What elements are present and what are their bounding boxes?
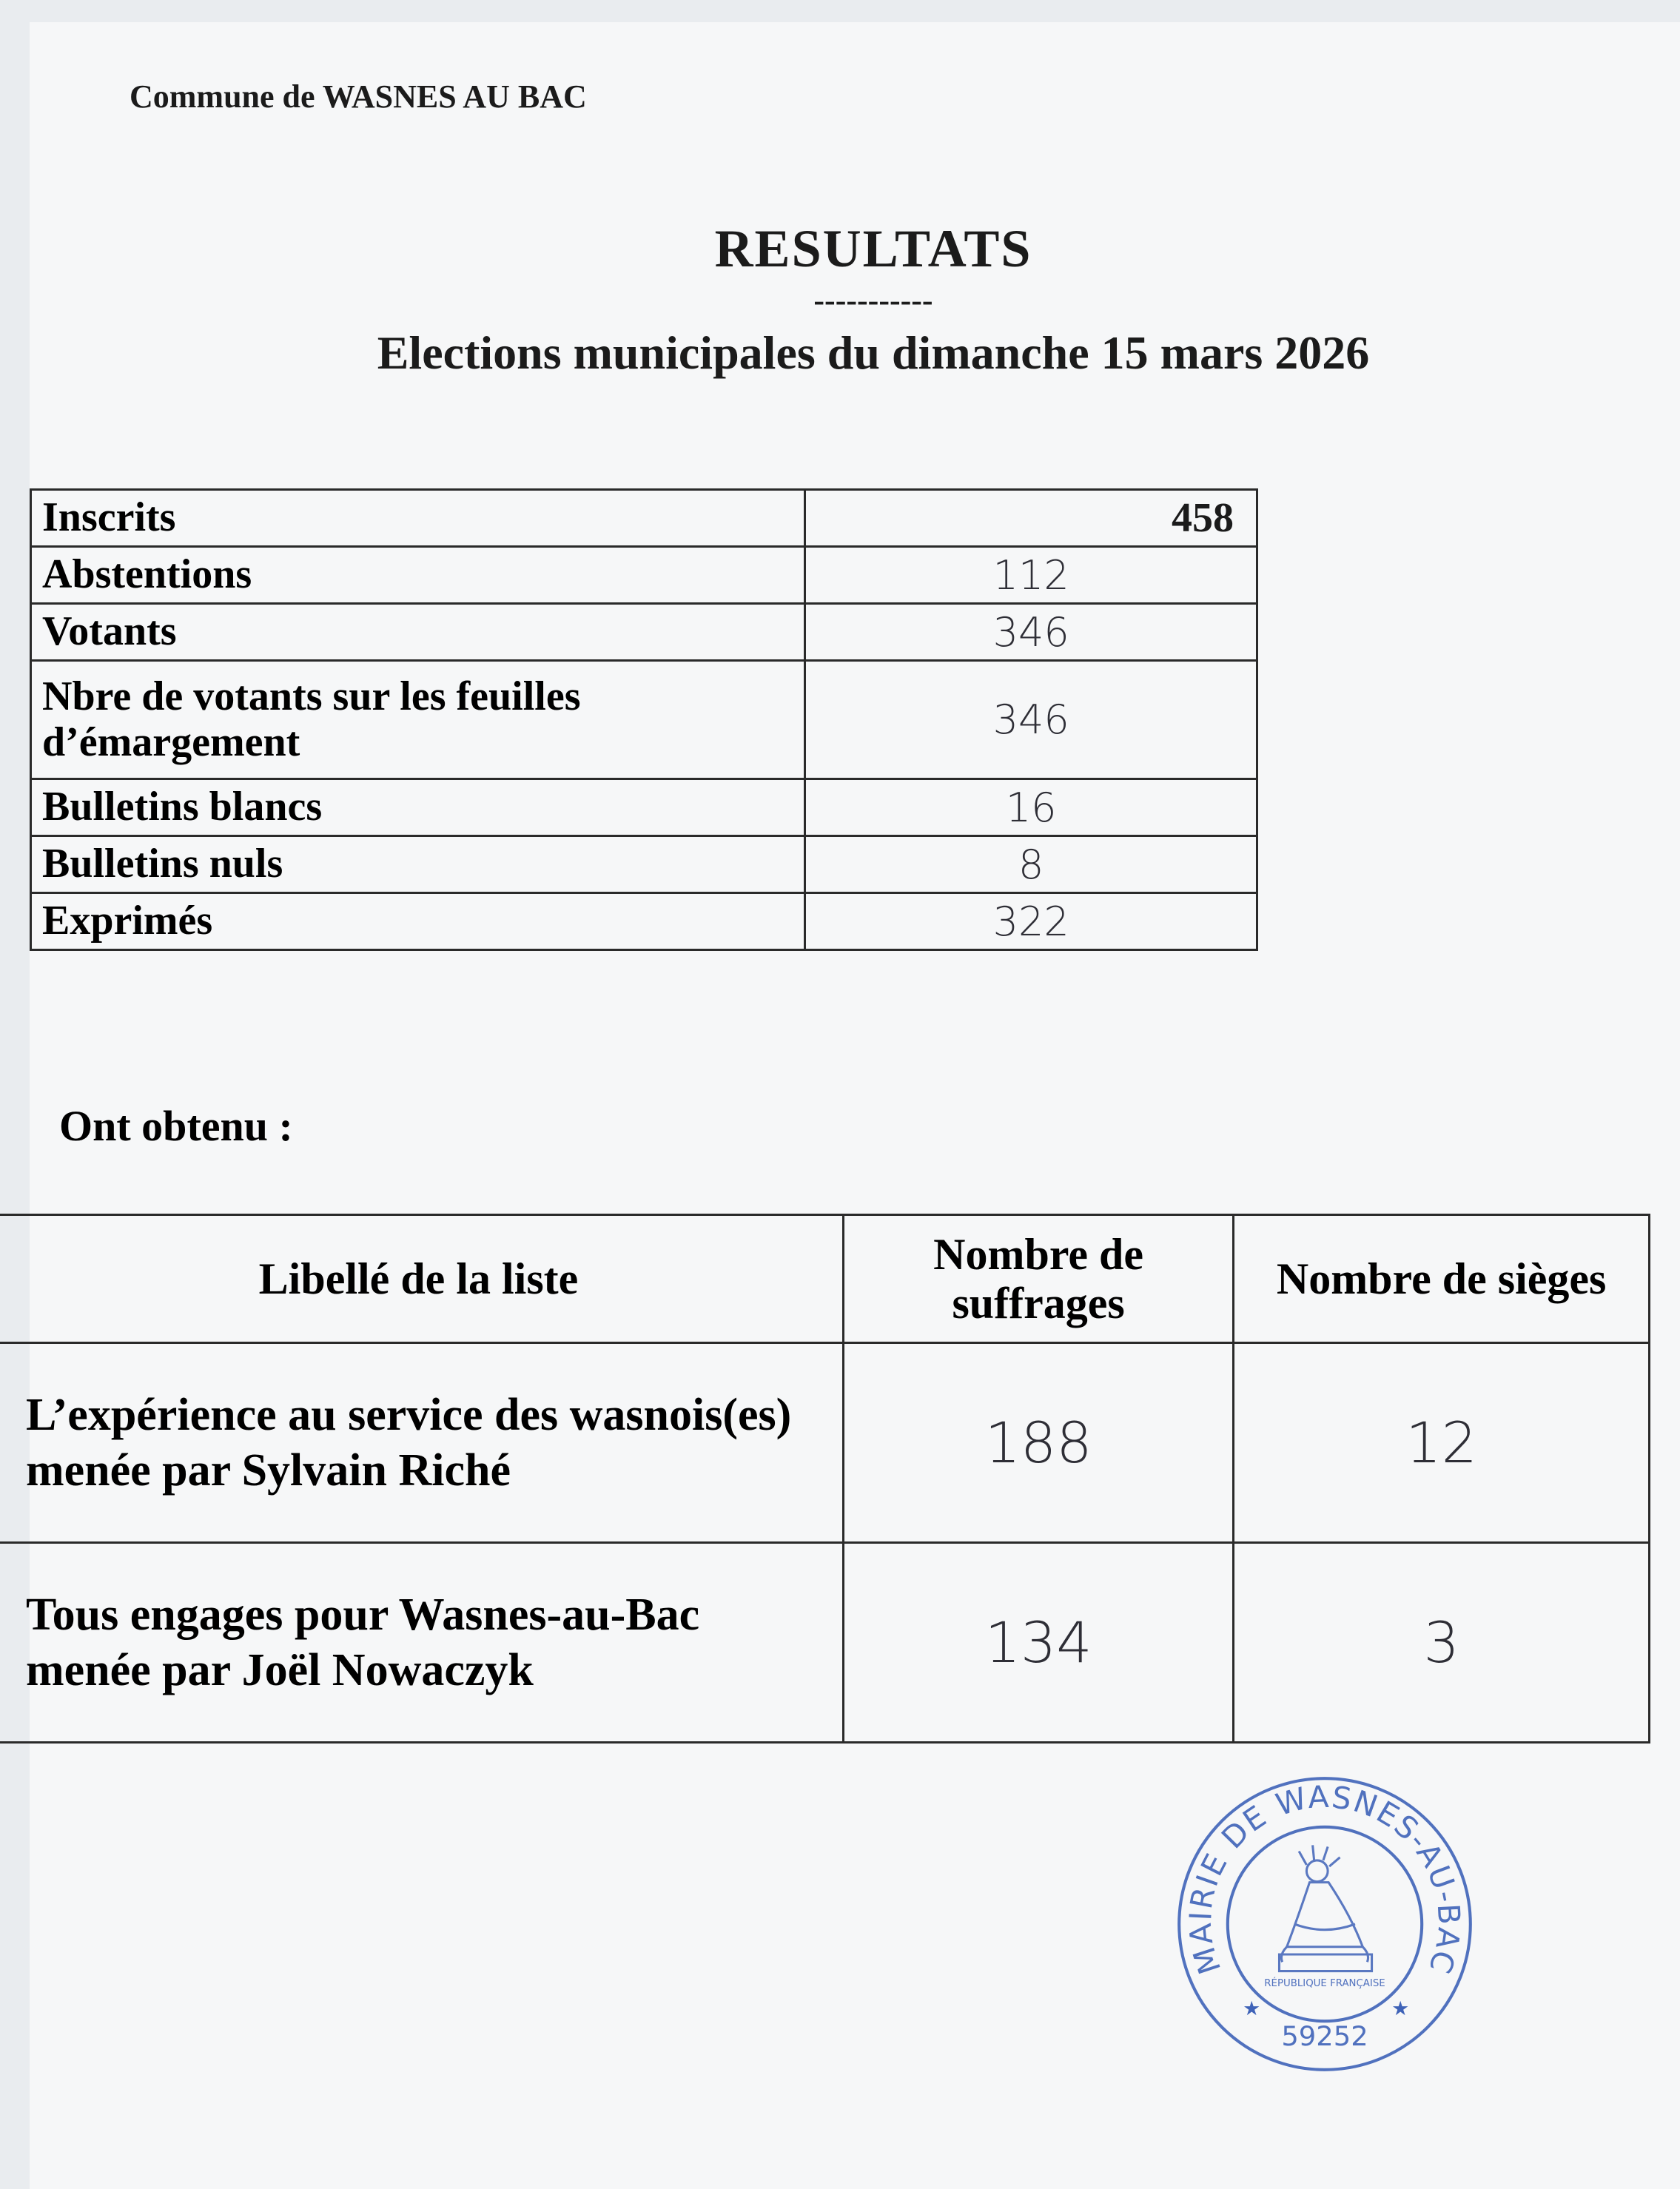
summary-value: 458: [805, 490, 1257, 547]
table-row: [31, 893, 1257, 950]
summary-value: 346: [805, 661, 1257, 779]
star-icon: ★: [1391, 1997, 1410, 2020]
marianne-icon: [1280, 1845, 1372, 1971]
page-title: RESULTATS: [714, 219, 1032, 278]
list-name-cell: [0, 1543, 843, 1743]
summary-value: 8: [805, 836, 1257, 893]
ont-obtenu-heading: Ont obtenu :: [59, 1102, 293, 1150]
suffrages-value: 134: [843, 1543, 1233, 1743]
list-leader: menée par Joël Nowaczyk: [26, 1644, 534, 1695]
stamp-code: 59252: [1281, 2020, 1368, 2052]
table-row: [0, 1343, 1650, 1543]
summary-value: 346: [805, 604, 1257, 661]
election-subtitle: Elections municipales du dimanche 15 mars 2026: [377, 326, 1370, 379]
summary-value: 112: [805, 547, 1257, 604]
results-table: [0, 1214, 1650, 1744]
list-leader: menée par Sylvain Riché: [26, 1445, 511, 1496]
column-header-suffrages: Nombre de suffrages: [843, 1215, 1233, 1343]
star-icon: ★: [1243, 1997, 1261, 2020]
stamp-inner-text: RÉPUBLIQUE FRANÇAISE: [1264, 1978, 1385, 1990]
summary-label: Votants: [31, 604, 805, 661]
summary-label: Nbre de votants sur les feuilles d’émargement: [31, 661, 805, 779]
list-name: L’expérience au service des wasnois(es): [26, 1390, 792, 1441]
commune-name: Commune de WASNES AU BAC: [130, 78, 587, 115]
list-name: Tous engages pour Wasnes-au-Bac: [26, 1590, 700, 1641]
mairie-stamp: [1173, 1772, 1476, 2076]
summary-label: Inscrits: [31, 490, 805, 547]
table-row: [0, 1543, 1650, 1743]
summary-value: 322: [805, 893, 1257, 950]
summary-label: Bulletins nuls: [31, 836, 805, 893]
suffrages-value: 188: [843, 1343, 1233, 1543]
table-row: [31, 490, 1257, 547]
summary-value: 16: [805, 779, 1257, 836]
table-row: [31, 604, 1257, 661]
table-header-row: [0, 1215, 1650, 1343]
table-row: [31, 547, 1257, 604]
table-row: [31, 661, 1257, 779]
table-row: [31, 779, 1257, 836]
summary-label: Bulletins blancs: [31, 779, 805, 836]
stamp-ring-text: MAIRIE DE WASNES-AU-BAC: [1182, 1778, 1468, 1980]
summary-label: Exprimés: [31, 893, 805, 950]
title-separator: -----------: [813, 282, 933, 318]
column-header-list: Libellé de la liste: [0, 1215, 843, 1343]
column-header-sieges: Nombre de sièges: [1234, 1215, 1650, 1343]
sieges-value: 3: [1234, 1543, 1650, 1743]
table-row: [31, 836, 1257, 893]
sieges-value: 12: [1234, 1343, 1650, 1543]
summary-label: Abstentions: [31, 547, 805, 604]
summary-table: [30, 488, 1258, 951]
list-name-cell: [0, 1343, 843, 1543]
